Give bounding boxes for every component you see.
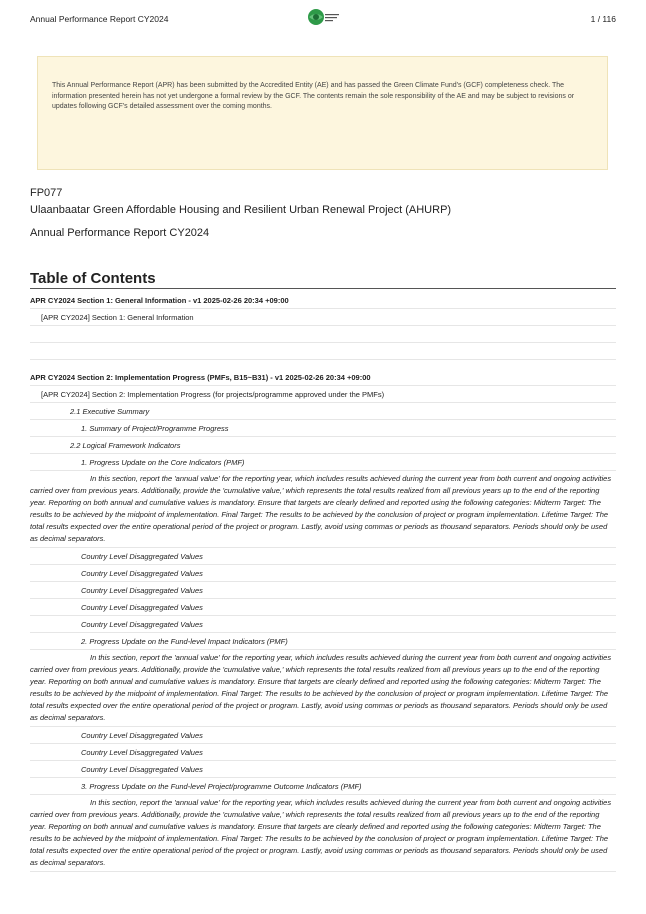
toc-item[interactable]: 1. Progress Update on the Core Indicators (PMF) [30, 454, 616, 471]
toc-item[interactable]: Country Level Disaggregated Values [30, 616, 616, 633]
toc-item[interactable]: 1. Summary of Project/Programme Progress [30, 420, 616, 437]
toc-item[interactable]: Country Level Disaggregated Values [30, 599, 616, 616]
project-title: Ulaanbaatar Green Affordable Housing and Resilient Urban Renewal Project (AHURP) [30, 204, 452, 216]
instructions-text: In this section, report the 'annual value' for the reporting year, which includes results achieved during the current year from both current and ongoing activities carried over from previous years. Additionally, provide the 'cumulative value,' which represents the total results realized from all previous years up to the end of the reporting year. Reporting on both annual and cumulative values is mandatory. Ensure that targets are clearly defined and reported using the following categories: Midterm Target: The results to be achieved by the midpoint of implementation. Final Target: The results to be achieved by the conclusion of project or program implementation. Lifetime Target: The total results expected over the entire operational period of the project or program. Lastly, avoid using commas or periods as thousand separators. Periods should only be used as decimal separators. [30, 471, 616, 548]
toc-item[interactable]: Country Level Disaggregated Values [30, 548, 616, 565]
toc-section-1[interactable]: APR CY2024 Section 1: General Information - v1 2025-02-26 20:34 +09:00 [30, 292, 616, 309]
toc-item[interactable]: 2. Progress Update on the Fund-level Impact Indicators (PMF) [30, 633, 616, 650]
header-report-name: Annual Performance Report CY2024 [30, 14, 169, 24]
notice-box: This Annual Performance Report (APR) has been submitted by the Accredited Entity (AE) and has passed the Green Climate Fund's (GCF) completeness check. The information presented herein has not yet undergone a formal review by the GCF. The contents remain the sole responsibility of the AE and may be subject to revisions or updates following GCF's detailed assessment over the coming months. [37, 56, 608, 170]
toc-list [30, 292, 616, 872]
toc-item[interactable]: 3. Progress Update on the Fund-level Project/programme Outcome Indicators (PMF) [30, 778, 616, 795]
toc-item[interactable]: Country Level Disaggregated Values [30, 727, 616, 744]
toc-item[interactable]: [APR CY2024] Section 1: General Information [30, 309, 616, 326]
report-title: Annual Performance Report CY2024 [30, 227, 210, 239]
toc-item[interactable]: [APR CY2024] Section 2: Implementation Progress (for projects/programme approved under the PMFs) [30, 386, 616, 403]
instructions-text: In this section, report the 'annual value' for the reporting year, which includes results achieved during the current year from both current and ongoing activities carried over from previous years. Additionally, provide the 'cumulative value,' which represents the total results realized from all previous years up to the end of the reporting year. Reporting on both annual and cumulative values is mandatory. Ensure that targets are clearly defined and reported using the following categories: Midterm Target: The results to be achieved by the midpoint of implementation. Final Target: The results to be achieved by the conclusion of project or program implementation. Lifetime Target: The total results expected over the entire operational period of the project or program. Lastly, avoid using commas or periods as thousand separators. Periods should only be used as decimal separators. [30, 650, 616, 727]
toc-spacer [30, 326, 616, 343]
toc-item[interactable]: 2.1 Executive Summary [30, 403, 616, 420]
toc-item[interactable]: Country Level Disaggregated Values [30, 582, 616, 599]
toc-spacer [30, 343, 616, 360]
gcf-logo-icon [306, 8, 342, 30]
toc-section-2[interactable]: APR CY2024 Section 2: Implementation Progress (PMFs, B15~B31) - v1 2025-02-26 20:34 +09:00 [30, 369, 616, 386]
instructions-text: In this section, report the 'annual value' for the reporting year, which includes results achieved during the current year from both current and ongoing activities carried over from previous years. Additionally, provide the 'cumulative value,' which represents the total results realized from all previous years up to the end of the reporting year. Reporting on both annual and cumulative values is mandatory. Ensure that targets are clearly defined and reported using the following categories: Midterm Target: The results to be achieved by the midpoint of implementation. Final Target: The results to be achieved by the conclusion of project or program implementation. Lifetime Target: The total results expected over the entire operational period of the project or program. Lastly, avoid using commas or periods as thousand separators. Periods should only be used as decimal separators. [30, 795, 616, 872]
page-indicator: 1 / 116 [590, 14, 616, 24]
project-code: FP077 [30, 187, 63, 199]
toc-heading: Table of Contents [30, 270, 616, 289]
toc-item[interactable]: Country Level Disaggregated Values [30, 744, 616, 761]
toc-item[interactable]: 2.2 Logical Framework Indicators [30, 437, 616, 454]
toc-item[interactable]: Country Level Disaggregated Values [30, 565, 616, 582]
toc-item[interactable]: Country Level Disaggregated Values [30, 761, 616, 778]
